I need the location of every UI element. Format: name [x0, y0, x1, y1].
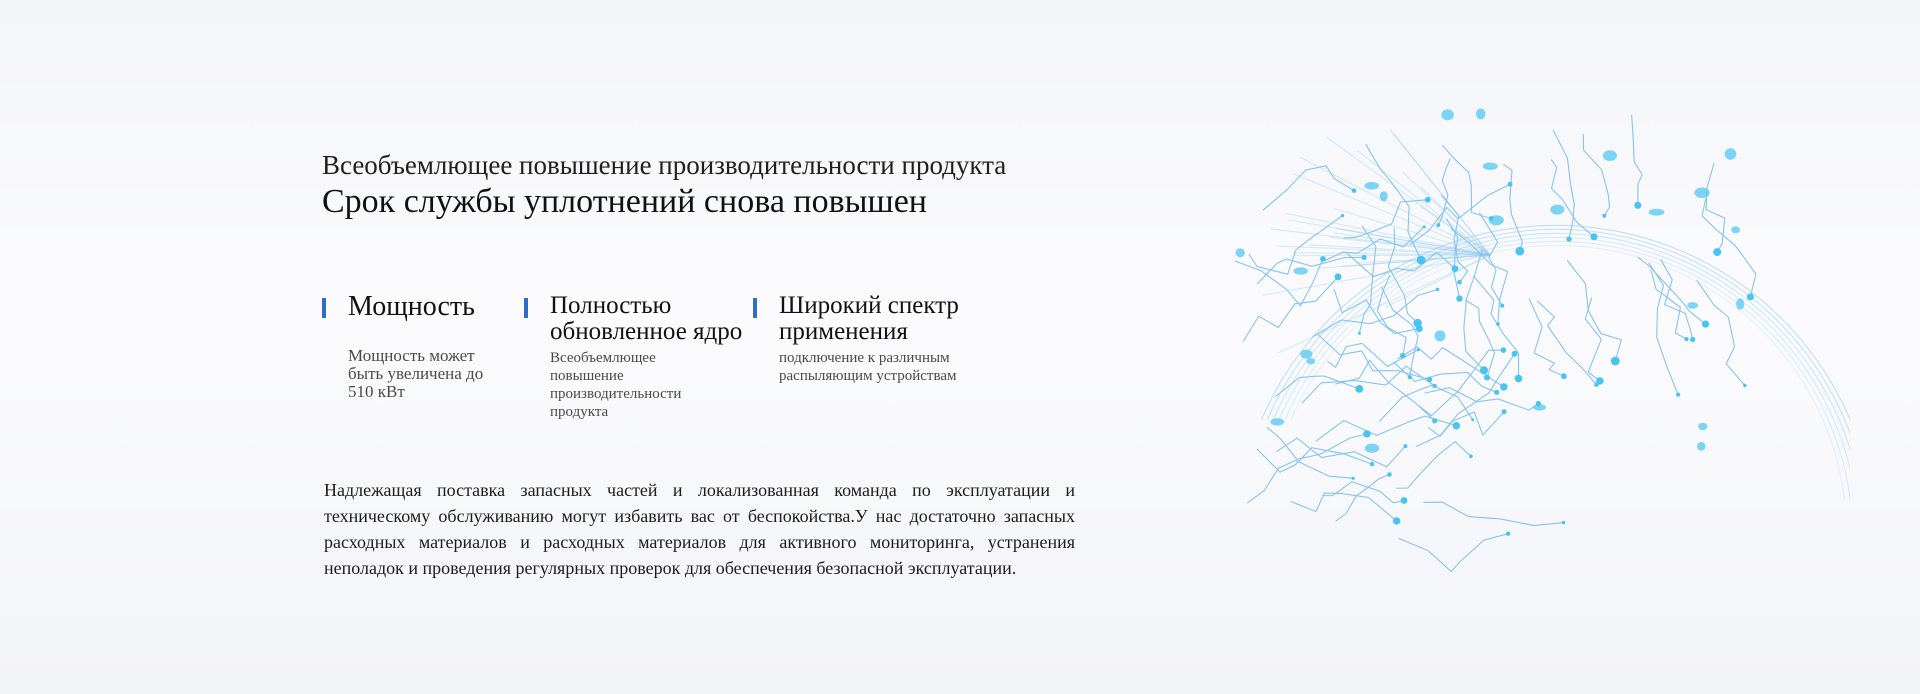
network-globe-icon — [1190, 90, 1850, 650]
feature-accent-bar — [753, 298, 757, 318]
headline-block — [322, 148, 1082, 222]
feature-title: Широкий спектр применения — [779, 292, 959, 345]
feature-list — [322, 293, 1082, 433]
feature-title: Мощность — [348, 291, 475, 322]
feature-accent-bar — [322, 298, 326, 318]
feature-description: подключение к различным распыляющим устройствам — [779, 350, 957, 384]
feature-title: Полностью обновленное ядро — [550, 292, 743, 345]
page-title: Срок службы уплотнений снова повышен — [322, 183, 927, 220]
feature-accent-bar — [524, 298, 528, 318]
feature-description: Всеобъемлющее повышение производительности продукта — [550, 350, 682, 420]
service-paragraph: Надлежащая поставка запасных частей и локализованная команда по эксплуатации и техническому обслуживанию могут избавить вас от беспокойства.У нас достаточно запасных расходных материалов и расходных материалов для активного мониторинга, устранения неполадок и проведения регулярных проверок для обеспечения безопасной эксплуатации. — [324, 480, 1075, 578]
page-subtitle: Всеобъемлющее повышение производительности продукта — [322, 150, 1007, 180]
feature-description: Мощность может быть увеличена до 510 кВт — [348, 346, 484, 401]
